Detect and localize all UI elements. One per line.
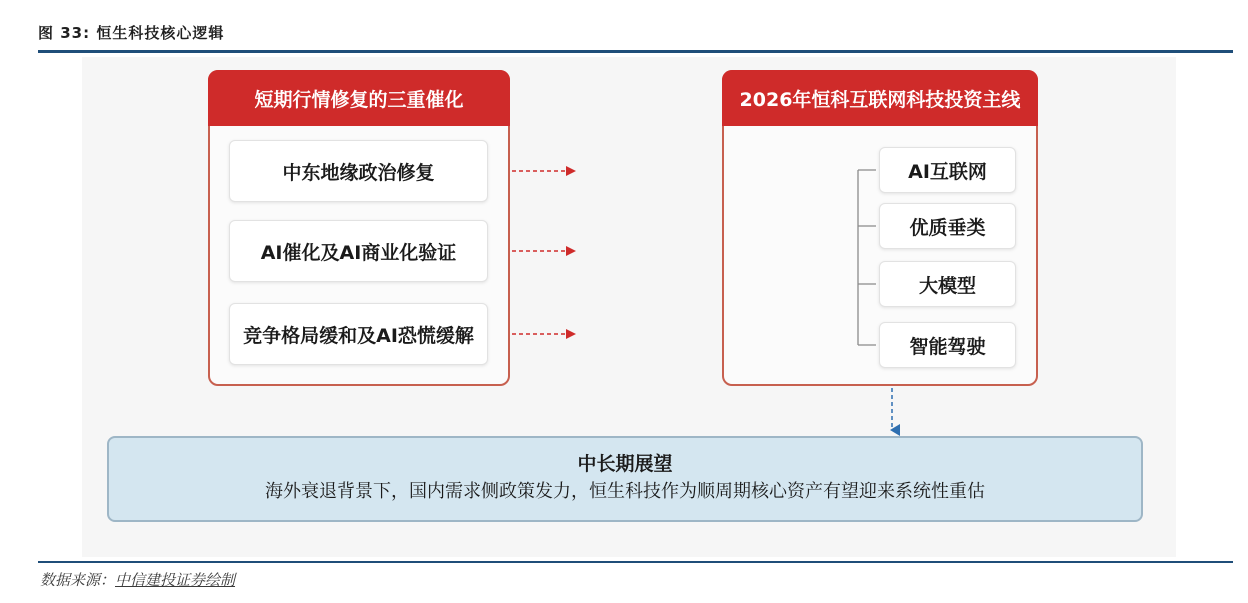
catalyst-item-competition: 竞争格局缓和及AI恐慌缓解: [229, 303, 488, 365]
theme-item-vertical: 优质垂类: [879, 203, 1016, 249]
source-note: [40, 569, 235, 590]
catalyst-item-geopolitics: 中东地缘政治修复: [229, 140, 488, 202]
investment-panel-header: 2026年恒科互联网科技投资主线: [722, 70, 1038, 126]
figure-title: 图 33: 恒生科技核心逻辑: [38, 24, 225, 42]
theme-item-llm: 大模型: [879, 261, 1016, 307]
theme-item-ai-internet: AI互联网: [879, 147, 1016, 193]
outlook-box: [107, 436, 1143, 522]
catalyst-panel-header: 短期行情修复的三重催化: [208, 70, 510, 126]
theme-bracket: [858, 170, 876, 345]
outlook-title: 中长期展望: [577, 453, 673, 475]
theme-item-autonomous-driving: 智能驾驶: [879, 322, 1016, 368]
bottom-divider: [38, 561, 1233, 563]
catalyst-item-ai: AI催化及AI商业化验证: [229, 220, 488, 282]
source-value: 中信建投证券绘制: [115, 571, 236, 589]
source-label: 数据来源：: [40, 571, 116, 589]
outlook-text: 海外衰退背景下，国内需求侧政策发力，恒生科技作为顺周期核心资产有望迎来系统性重估: [265, 481, 985, 502]
